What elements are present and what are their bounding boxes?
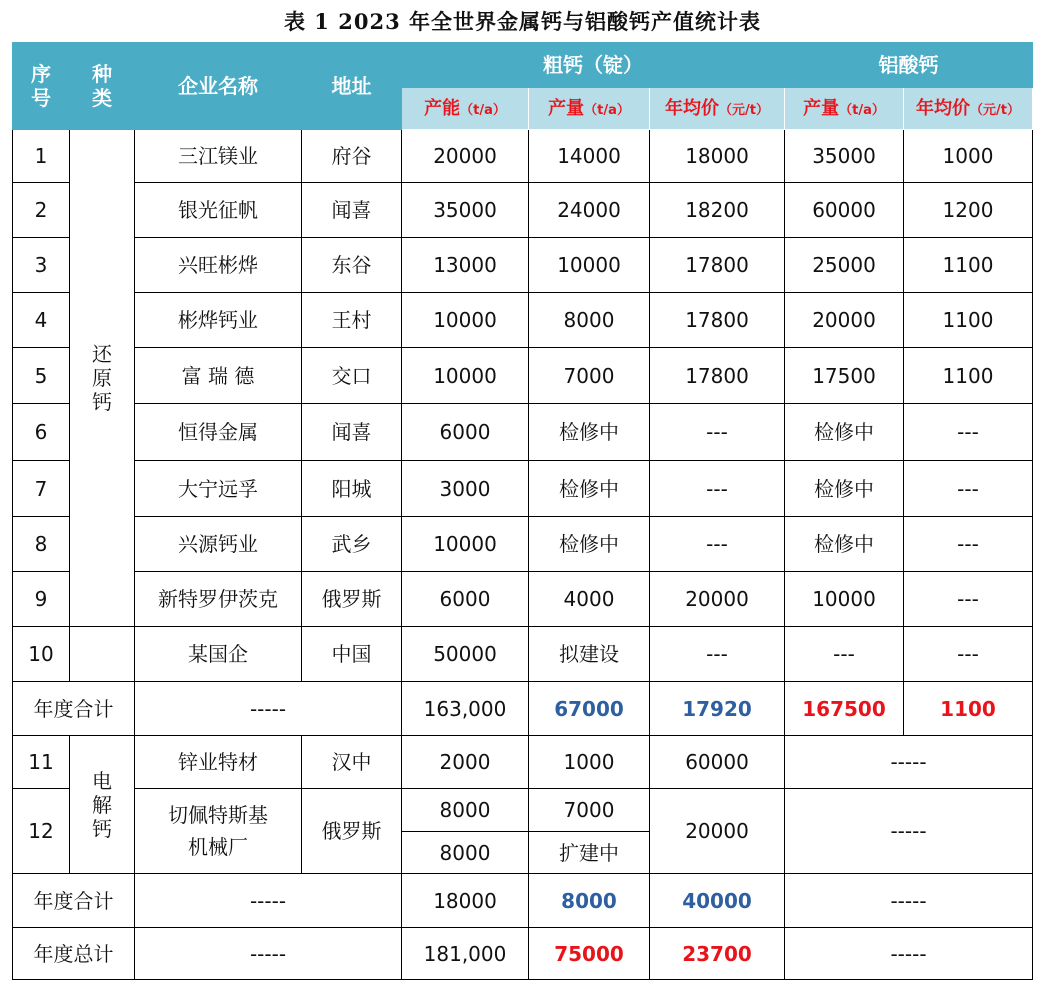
cell-capacity: 6000: [402, 572, 529, 627]
cell-al-output: 17500: [785, 348, 904, 404]
subtotal-capacity: 163,000: [402, 682, 529, 736]
type-char: 解: [92, 792, 112, 817]
cell-no: 7: [13, 461, 70, 517]
cell-capacity: 20000: [402, 130, 529, 183]
cell-price: 20000: [650, 572, 785, 627]
header-group-aluminate: 铝酸钙: [785, 43, 1033, 88]
subtotal-dash: -----: [135, 874, 402, 928]
cell-capacity: 2000: [402, 736, 529, 789]
cell-capacity: 8000: [402, 789, 529, 832]
cell-no: 3: [13, 238, 70, 293]
cell-capacity: 10000: [402, 517, 529, 572]
cell-company: 兴源钙业: [135, 517, 302, 572]
cell-company: 兴旺彬烨: [135, 238, 302, 293]
cell-al-output: 检修中: [785, 517, 904, 572]
cell-output: 10000: [529, 238, 650, 293]
cell-al-output: 35000: [785, 130, 904, 183]
table-row: [13, 461, 1033, 517]
cell-al-price: ---: [904, 404, 1033, 461]
cell-type-reduction: [70, 130, 135, 627]
cell-capacity: 50000: [402, 627, 529, 682]
cell-output: 拟建设: [529, 627, 650, 682]
subheader-unit: （t/a）: [839, 102, 885, 118]
cell-company: [135, 789, 302, 874]
cell-company: 新特罗伊茨克: [135, 572, 302, 627]
grandtotal-label: 年度总计: [13, 928, 135, 980]
subtotal-price: 40000: [650, 874, 785, 928]
cell-company: 某国企: [135, 627, 302, 682]
cell-price: 18000: [650, 130, 785, 183]
cell-output: 1000: [529, 736, 650, 789]
cell-no: 8: [13, 517, 70, 572]
header-no: [13, 43, 70, 130]
subtotal-output: 67000: [529, 682, 650, 736]
subtotal-price: 17920: [650, 682, 785, 736]
grandtotal-price: 23700: [650, 928, 785, 980]
cell-output: 扩建中: [529, 832, 650, 874]
type-char: 还: [92, 342, 112, 366]
cell-output: 检修中: [529, 517, 650, 572]
cell-al-output: 20000: [785, 293, 904, 348]
cell-no: 1: [13, 130, 70, 183]
cell-output: 14000: [529, 130, 650, 183]
grandtotal-capacity: 181,000: [402, 928, 529, 980]
grandtotal-al-dash: -----: [785, 928, 1033, 980]
header-no-char: 序: [31, 62, 51, 86]
cell-no: 11: [13, 736, 70, 789]
cell-address: 闻喜: [302, 183, 402, 238]
cell-price: ---: [650, 627, 785, 682]
cell-address: 府谷: [302, 130, 402, 183]
cell-address: 俄罗斯: [302, 572, 402, 627]
cell-company: 富 瑞 德: [135, 348, 302, 404]
cell-address: 闻喜: [302, 404, 402, 461]
cell-price: ---: [650, 461, 785, 517]
subtotal-output: 8000: [529, 874, 650, 928]
cell-al-price: 1100: [904, 238, 1033, 293]
cell-company: 恒得金属: [135, 404, 302, 461]
type-char: 原: [92, 366, 112, 390]
cell-al-dash: -----: [785, 736, 1033, 789]
cell-no: 5: [13, 348, 70, 404]
header-company: 企业名称: [135, 43, 302, 130]
cell-no: 10: [13, 627, 70, 682]
header-address: 地址: [302, 43, 402, 130]
cell-capacity: 10000: [402, 293, 529, 348]
table-row: [13, 130, 1033, 183]
table-title: 表 1 2023 年全世界金属钙与铝酸钙产值统计表: [284, 9, 761, 34]
cell-capacity: 6000: [402, 404, 529, 461]
cell-no: 2: [13, 183, 70, 238]
subheader-unit: （元/t）: [970, 102, 1020, 118]
cell-output: 24000: [529, 183, 650, 238]
type-char: 电: [92, 768, 112, 793]
cell-al-output: 检修中: [785, 404, 904, 461]
subtotal-row: [13, 874, 1033, 928]
cell-price: 20000: [650, 789, 785, 874]
cell-capacity: 35000: [402, 183, 529, 238]
cell-al-dash: -----: [785, 789, 1033, 874]
header-row: [13, 43, 1033, 88]
cell-type-electrolytic: [70, 736, 135, 874]
grandtotal-output: 75000: [529, 928, 650, 980]
header-type-char: 类: [92, 86, 112, 110]
table-row: [13, 404, 1033, 461]
cell-price: 17800: [650, 238, 785, 293]
header-no-char: 号: [31, 86, 51, 110]
table-row: [13, 736, 1033, 789]
cell-output: 7000: [529, 789, 650, 832]
subtotal-al-dash: -----: [785, 874, 1033, 928]
cell-price: 17800: [650, 348, 785, 404]
subtotal-al-output: 167500: [785, 682, 904, 736]
table-row: [13, 238, 1033, 293]
cell-al-price: 1100: [904, 293, 1033, 348]
cell-address: 中国: [302, 627, 402, 682]
subheader-label: 产能: [424, 97, 461, 119]
grandtotal-dash: -----: [135, 928, 402, 980]
subtotal-al-price: 1100: [904, 682, 1033, 736]
cell-no: 4: [13, 293, 70, 348]
cell-output: 检修中: [529, 461, 650, 517]
cell-price: 18200: [650, 183, 785, 238]
table-row: [13, 627, 1033, 682]
grandtotal-row: [13, 928, 1033, 980]
table-row: [13, 348, 1033, 404]
cell-al-output: 25000: [785, 238, 904, 293]
subtotal-dash: -----: [135, 682, 402, 736]
cell-address: 东谷: [302, 238, 402, 293]
cell-al-price: ---: [904, 517, 1033, 572]
cell-output: 8000: [529, 293, 650, 348]
subheader-label: 年均价: [665, 97, 720, 119]
cell-price: ---: [650, 404, 785, 461]
subheader-unit: （t/a）: [584, 102, 630, 118]
header-group-crude: 粗钙（锭）: [402, 43, 785, 88]
cell-price: 17800: [650, 293, 785, 348]
subheader-label: 年均价: [916, 97, 971, 119]
cell-al-output: 10000: [785, 572, 904, 627]
cell-type-empty: [70, 627, 135, 682]
subheader-capacity: [402, 88, 529, 130]
subheader-output: [529, 88, 650, 130]
subheader-unit: （t/a）: [460, 102, 506, 118]
table-row: [13, 789, 1033, 832]
cell-al-price: ---: [904, 572, 1033, 627]
cell-address: 武乡: [302, 517, 402, 572]
table-row: [13, 293, 1033, 348]
cell-al-price: ---: [904, 461, 1033, 517]
cell-company: 银光征帆: [135, 183, 302, 238]
statistics-table: [12, 42, 1033, 980]
cell-al-price: 1200: [904, 183, 1033, 238]
company-line: 机械厂: [188, 835, 248, 859]
company-line: 切佩特斯基: [168, 803, 268, 827]
subheader-al-price: [904, 88, 1033, 130]
cell-no: 6: [13, 404, 70, 461]
type-char: 钙: [92, 390, 112, 414]
cell-output: 检修中: [529, 404, 650, 461]
type-char: 钙: [92, 816, 112, 841]
cell-address: 王村: [302, 293, 402, 348]
cell-price: ---: [650, 517, 785, 572]
cell-address: 阳城: [302, 461, 402, 517]
subheader-label: 产量: [803, 97, 840, 119]
header-type-char: 种: [92, 62, 112, 86]
cell-address: 汉中: [302, 736, 402, 789]
cell-company: 彬烨钙业: [135, 293, 302, 348]
cell-capacity: 3000: [402, 461, 529, 517]
table-row: [13, 572, 1033, 627]
header-type: [70, 43, 135, 130]
cell-al-price: 1100: [904, 348, 1033, 404]
cell-address: 交口: [302, 348, 402, 404]
subheader-label: 产量: [548, 97, 585, 119]
cell-al-price: 1000: [904, 130, 1033, 183]
cell-no: 12: [13, 789, 70, 874]
table-row: [13, 183, 1033, 238]
cell-output: 7000: [529, 348, 650, 404]
cell-company: 三江镁业: [135, 130, 302, 183]
subheader-unit: （元/t）: [719, 102, 769, 118]
cell-address: 俄罗斯: [302, 789, 402, 874]
cell-al-price: ---: [904, 627, 1033, 682]
subtotal-capacity: 18000: [402, 874, 529, 928]
subheader-price: [650, 88, 785, 130]
cell-capacity: 8000: [402, 832, 529, 874]
cell-company: 大宁远孚: [135, 461, 302, 517]
subtotal-label: 年度合计: [13, 682, 135, 736]
subtotal-label: 年度合计: [13, 874, 135, 928]
cell-capacity: 13000: [402, 238, 529, 293]
table-row: [13, 517, 1033, 572]
cell-no: 9: [13, 572, 70, 627]
cell-al-output: ---: [785, 627, 904, 682]
cell-output: 4000: [529, 572, 650, 627]
cell-capacity: 10000: [402, 348, 529, 404]
cell-al-output: 60000: [785, 183, 904, 238]
subtotal-row: [13, 682, 1033, 736]
subheader-al-output: [785, 88, 904, 130]
cell-company: 锌业特材: [135, 736, 302, 789]
cell-al-output: 检修中: [785, 461, 904, 517]
cell-price: 60000: [650, 736, 785, 789]
